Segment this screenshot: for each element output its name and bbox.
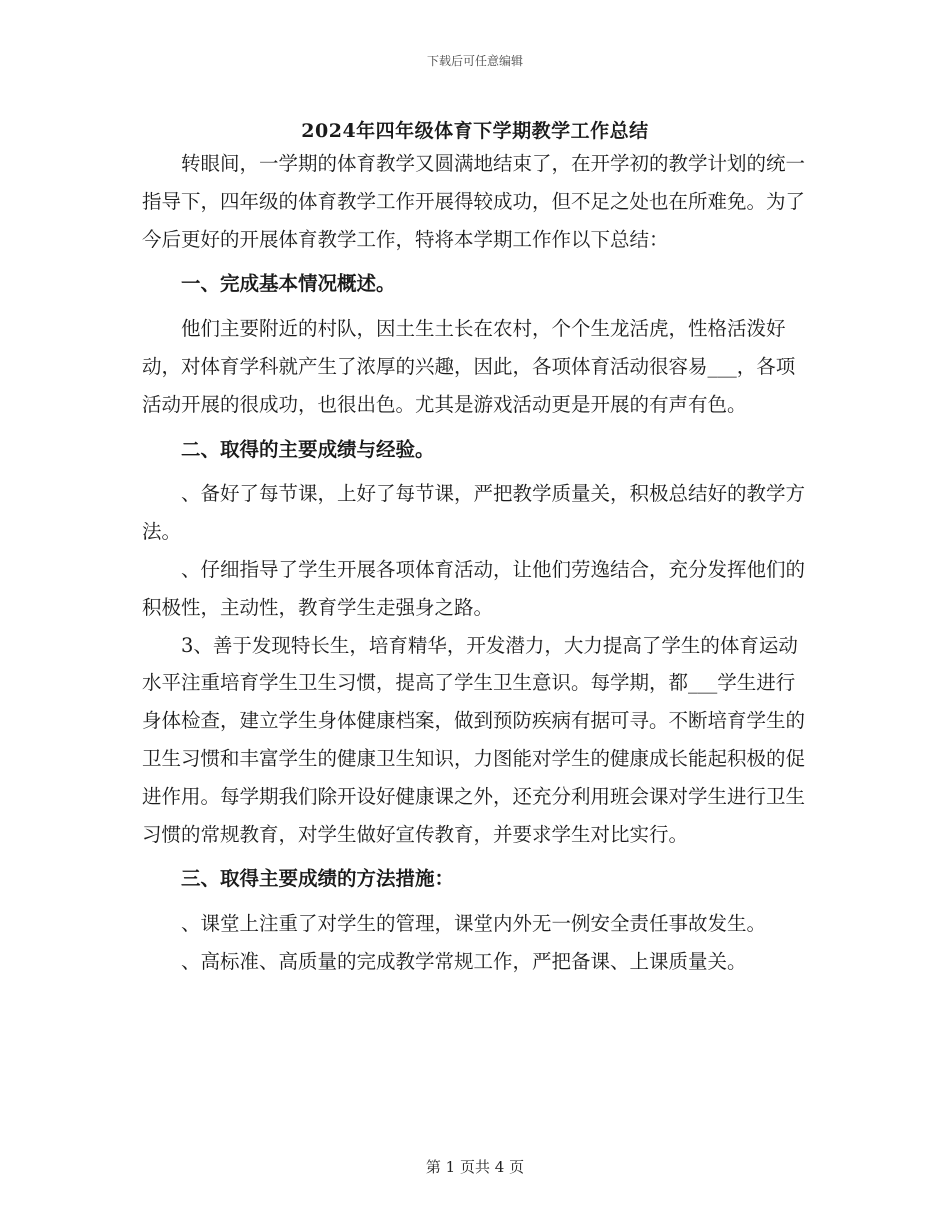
page-number: 第 1 页共 4 页	[425, 1158, 525, 1176]
body-paragraph: 、备好了每节课，上好了每节课，严把教学质量关，积极总结好的教学方法。	[142, 482, 806, 544]
body-paragraph: 3、善于发现特长生，培育精华，开发潜力，大力提高了学生的体育运动水平注重培育学生卫生习惯，提高了学生卫生意识。每学期，都___学生进行身体检查，建立学生身体健康档案，做到预防疾病有据可寻。不断培育学生的卫生习惯和丰富学生的健康卫生知识，力图能对学生的健康成长能起积极的促进作用。每学期我们除开设好健康课之外，还充分利用班会课对学生进行卫生习惯的常规教育，对学生做好宣传教育，并要求学生对比实行。	[142, 633, 806, 846]
page-header-note: 下载后可任意编辑	[426, 54, 523, 68]
body-paragraph: 、高标准、高质量的完成教学常规工作，严把备课、上课质量关。	[181, 949, 747, 973]
body-paragraph: 、课堂上注重了对学生的管理，课堂内外无一例安全责任事故发生。	[181, 912, 767, 936]
intro-paragraph: 转眼间，一学期的体育教学又圆满地结束了，在开学初的教学计划的统一指导下，四年级的体育教学工作开展得较成功，但不足之处也在所难免。为了今后更好的开展体育教学工作，特将本学期工作作以下总结：	[142, 152, 806, 251]
section-heading-3: 三、取得主要成绩的方法措施：	[181, 867, 455, 891]
document-body	[142, 145, 810, 981]
body-paragraph: 、仔细指导了学生开展各项体育活动，让他们劳逸结合，充分发挥他们的积极性，主动性，教育学生走强身之路。	[142, 557, 806, 619]
document-title: 2024年四年级体育下学期教学工作总结	[301, 120, 649, 142]
section-heading-1: 一、完成基本情况概述。	[181, 272, 396, 296]
section-heading-2: 二、取得的主要成绩与经验。	[181, 437, 435, 461]
body-paragraph: 他们主要附近的村队，因土生土长在农村，个个生龙活虎，性格活泼好动，对体育学科就产生了浓厚的兴趣，因此，各项体育活动很容易___，各项活动开展的很成功，也很出色。尤其是游戏活动更是开展的有声有色。	[142, 317, 796, 416]
